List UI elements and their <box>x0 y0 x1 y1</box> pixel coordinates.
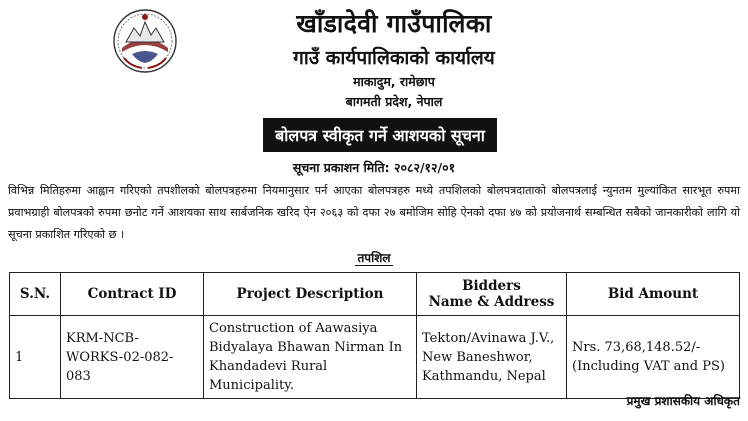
description-line1: Construction of Aawasiya <box>209 321 378 336</box>
cell-contract-id <box>61 316 204 399</box>
contract-id-line2: WORKS-02-082-083 <box>66 349 174 384</box>
bidder-line1: Tekton/Avinawa J.V., <box>422 330 555 346</box>
header-bidders-line1: Bidders <box>462 278 521 294</box>
notice-body: विभिन्न मितिहरुमा आह्वान गरिएको तपशीलको बोलपत्रहरुमा नियमानुसार पर्न आएका बोलपत्रहरु मध्ये तपशिलको बोलपत्रदाताको बोलपत्रलाई न्युनतम मुल्यांकित सारभूत रुपमा प्रवाभग्राही बोलपत्रको रुपमा छनोट गर्ने आशयका साथ सार्बजनिक खरिद ऐन २०६३ को दफा २७ बमोजिम सोहि ऐनको दफा ४७ को प्रयोजनार्थ सम्बन्धित सबैको जानकारीको लागि यो सूचना प्रकाशित गरिएको छ । <box>8 184 740 241</box>
cell-sn: 1 <box>10 316 61 399</box>
header-bid-amount: Bid Amount <box>567 273 740 316</box>
office-name: गाउँ कार्यपालिकाको कार्यालय <box>293 47 495 69</box>
header-bidders-line2: Name & Address <box>428 294 555 310</box>
bidder-line2: New Baneshwor, <box>422 349 533 365</box>
cell-bidder <box>417 316 567 399</box>
office-province: बागमती प्रदेश, नेपाल <box>345 94 443 109</box>
notice-title-banner <box>0 118 748 152</box>
contract-table <box>9 272 740 399</box>
cell-project-description <box>204 316 417 399</box>
contract-id-line1: KRM-NCB- <box>66 330 139 346</box>
table-header-row <box>10 273 740 316</box>
schedule-label: तपशिल <box>357 251 391 265</box>
description-line2: Bidyalaya Bhawan Nirman In <box>209 340 403 355</box>
description-line3: Khandadevi Rural Municipality. <box>209 359 328 393</box>
table-row <box>10 316 740 399</box>
cell-bid-amount <box>567 316 740 399</box>
bidder-line3: Kathmandu, Nepal <box>422 368 546 384</box>
notice-title: बोलपत्र स्वीकृत गर्ने आशयको सूचना <box>263 118 497 152</box>
amount-line2: (Including VAT and PS) <box>572 359 725 374</box>
schedule-heading <box>0 249 748 266</box>
amount-line1: Nrs. 73,68,148.52/- <box>572 340 701 355</box>
publication-date: सूचना प्रकाशन मिति: २०८२/१२/०१ <box>292 160 456 175</box>
header-bidders <box>417 273 567 316</box>
header-project-description: Project Description <box>204 273 417 316</box>
office-location: माकादुम, रामेछाप <box>353 74 435 89</box>
signatory-title: प्रमुख प्रशासकीय अधिकृत <box>626 394 740 408</box>
header-sn: S.N. <box>10 273 61 316</box>
header-contract-id: Contract ID <box>61 273 204 316</box>
municipality-name: खाँडादेवी गाउँपालिका <box>296 9 492 38</box>
